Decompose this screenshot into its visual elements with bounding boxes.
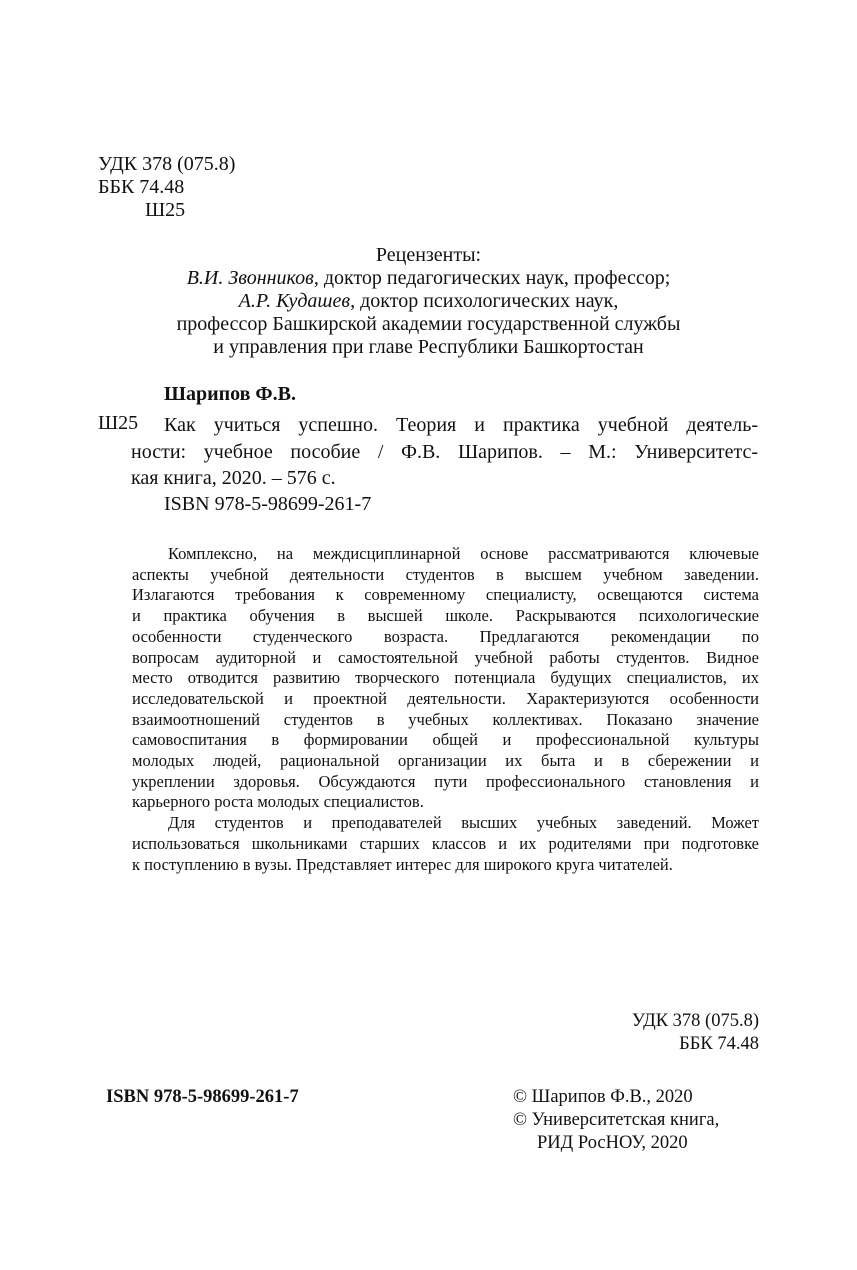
abstract-line: Излагаются требования к современному специалисту, освещаются система (132, 585, 759, 605)
entry-description-cont (131, 439, 758, 492)
author-code: Ш25 (145, 199, 186, 221)
abstract-line: укреплении здоровья. Обсуждаются пути профессионального становления и (132, 771, 759, 791)
reviewer-1-name: В.И. Звонников (186, 267, 314, 289)
copyright-publisher: © Университетская книга, (513, 1110, 720, 1130)
copyright-author: © Шарипов Ф.В., 2020 (513, 1087, 693, 1107)
abstract-line: молодых людей, рациональной организации их быта и в сбережении и (132, 751, 759, 771)
abstract-line: Комплексно, на междисциплинарной основе рассматриваются ключевые (168, 544, 759, 563)
entry-description (164, 412, 758, 439)
bbk-code: ББК 74.48 (98, 176, 185, 198)
footer-udk: УДК 378 (075.8) (631, 1011, 759, 1031)
reviewer-1-desc: , доктор педагогических наук, профессор; (313, 267, 671, 289)
reviewer-2-line3: и управления при главе Республики Башкортостан (213, 336, 644, 358)
abstract-line: вопросам аудиторной и самостоятельной учебной работы студентов. Видное (132, 647, 759, 667)
entry-line-2: ности: учебное пособие / Ф.В. Шарипов. – М.: Университетс- (131, 440, 758, 463)
reviewer-2-name: А.Р. Кудашев (238, 290, 351, 312)
entry-isbn: ISBN 978-5-98699-261-7 (164, 493, 372, 515)
reviewers-heading: Рецензенты: (375, 244, 482, 266)
entry-line-1: Как учиться успешно. Теория и практика учебной деятель- (164, 414, 758, 436)
entry-line-3: кая книга, 2020. – 576 с. (131, 467, 336, 489)
abstract-line: место отводится развитию творческого потенциала будущих специалистов, их (132, 668, 759, 688)
abstract-line: взаимоотношений студентов в учебных коллективах. Показано значение (132, 709, 759, 729)
abstract-line: самовоспитания в формировании общей и профессиональной культуры (132, 730, 759, 750)
reviewer-2-desc: , доктор психологических наук, (350, 290, 619, 312)
reviewers-block (0, 244, 857, 359)
abstract-line: карьерного роста молодых специалистов. (132, 792, 424, 812)
entry-author: Шарипов Ф.В. (164, 383, 296, 405)
abstract-line: аспекты учебной деятельности студентов в высшем учебном заведении. (132, 564, 759, 584)
abstract-line: использоваться школьниками старших классов и их родителями при подготовке (132, 833, 759, 853)
udk-code: УДК 378 (075.8) (98, 153, 236, 175)
reviewer-2 (0, 290, 857, 313)
footer-bbk: ББК 74.48 (679, 1034, 759, 1054)
abstract-line: особенности студенческого возраста. Предлагаются рекомендации по (132, 626, 759, 646)
abstract (132, 544, 759, 875)
abstract-line: и практика обучения в высшей школе. Раскрываются психологические (132, 606, 759, 626)
reviewer-2-line2: профессор Башкирской академии государственной службы (176, 313, 681, 335)
entry-code: Ш25 (98, 412, 139, 434)
abstract-line: к поступлению в вузы. Представляет интерес для широкого круга читателей. (132, 854, 673, 874)
abstract-line: Для студентов и преподавателей высших учебных заведений. Может (168, 813, 759, 833)
abstract-line: исследовательской и проектной деятельности. Характеризуются особенности (132, 688, 759, 708)
copyright-publisher-line2: РИД РосНОУ, 2020 (537, 1133, 688, 1153)
reviewer-1 (0, 267, 857, 290)
footer-isbn: ISBN 978-5-98699-261-7 (106, 1087, 299, 1107)
